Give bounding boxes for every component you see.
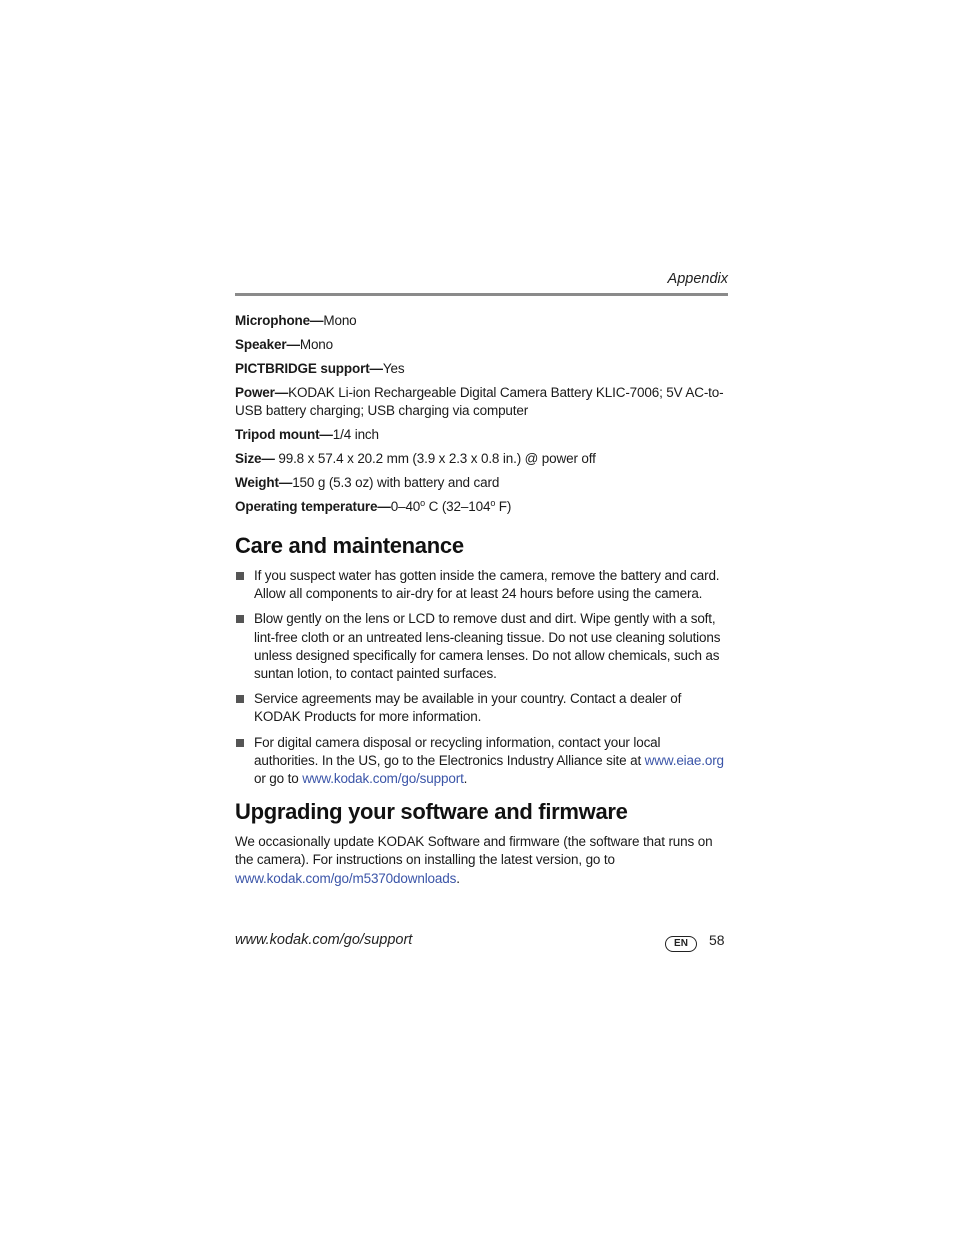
language-badge: EN [665, 936, 697, 952]
spec-label: PICTBRIDGE support— [235, 361, 383, 376]
paragraph-text: We occasionally update KODAK Software and firmware (the software that runs on the camera). For instructions on installing the latest version, go to [235, 834, 713, 868]
spec-operating-temperature [235, 498, 728, 516]
spec-label: Speaker— [235, 337, 300, 352]
spec-value: 150 g (5.3 oz) with battery and card [292, 475, 500, 490]
spec-label: Microphone— [235, 313, 324, 328]
list-item-text: Service agreements may be available in your country. Contact a dealer of KODAK Products for more information. [254, 691, 682, 725]
spec-size [235, 450, 728, 468]
care-list [235, 567, 728, 795]
square-bullet-icon [236, 615, 244, 623]
page-number: 58 [709, 932, 725, 948]
temp-part: F) [495, 499, 512, 514]
spec-label: Size— [235, 451, 275, 466]
list-item [235, 610, 728, 683]
spec-label: Operating temperature— [235, 499, 391, 514]
manual-page [235, 0, 728, 1235]
spec-value: 99.8 x 57.4 x 20.2 mm (3.9 x 2.3 x 0.8 in.) @ power off [274, 451, 596, 466]
spec-power [235, 384, 728, 420]
spec-weight [235, 474, 728, 492]
degree-mark: o [420, 498, 426, 508]
header-rule [235, 293, 728, 296]
list-item [235, 690, 728, 726]
paragraph-text: . [456, 870, 460, 886]
footer-url: www.kodak.com/go/support [235, 932, 413, 948]
list-item-text: . [463, 771, 468, 787]
list-item-text: Blow gently on the lens or LCD to remove dust and dirt. Wipe gently with a soft, lint-free cloth or an untreated lens-cleaning tissue. Do not use cleaning solutions unless designed specifically for camera lenses. Do not allow chemicals, such as suntan lotion, to contact painted surfaces. [254, 611, 721, 682]
list-item-text: For digital camera disposal or recycling information, contact your local authorities. In the US, go to the Electronics Industry Alliance site at [254, 734, 661, 768]
eiae-link[interactable]: www.eiae.org [644, 752, 724, 768]
spec-pictbridge [235, 360, 728, 378]
list-item-text: or go to [254, 771, 303, 787]
spec-value: Mono [299, 337, 334, 352]
spec-label: Weight— [235, 475, 293, 490]
spec-list [235, 312, 728, 522]
temp-part: C (32–104 [425, 499, 491, 514]
running-header: Appendix [667, 271, 728, 287]
temp-part: 0–40 [390, 499, 421, 514]
spec-value: Yes [382, 361, 405, 376]
spec-value: Mono [323, 313, 357, 328]
spec-tripod [235, 426, 728, 444]
square-bullet-icon [236, 695, 244, 703]
upgrade-paragraph [235, 833, 728, 888]
square-bullet-icon [236, 739, 244, 747]
list-item [235, 734, 728, 789]
list-item-text: If you suspect water has gotten inside the camera, remove the battery and card. Allow all components to air-dry for at least 24 hours before using the camera. [254, 568, 720, 602]
spec-value: 1/4 inch [332, 427, 379, 442]
degree-mark: o [490, 498, 496, 508]
spec-value: KODAK Li-ion Rechargeable Digital Camera Battery KLIC-7006; 5V AC-to-USB battery charging; USB charging via computer [235, 385, 724, 418]
square-bullet-icon [236, 572, 244, 580]
kodak-support-link[interactable]: www.kodak.com/go/support [302, 771, 464, 787]
spec-microphone [235, 312, 728, 330]
spec-label: Tripod mount— [235, 427, 333, 442]
list-item [235, 567, 728, 603]
care-heading: Care and maintenance [235, 533, 464, 558]
spec-label: Power— [235, 385, 289, 400]
downloads-link[interactable]: www.kodak.com/go/m5370downloads [235, 870, 457, 886]
upgrade-heading: Upgrading your software and firmware [235, 799, 628, 824]
spec-speaker [235, 336, 728, 354]
